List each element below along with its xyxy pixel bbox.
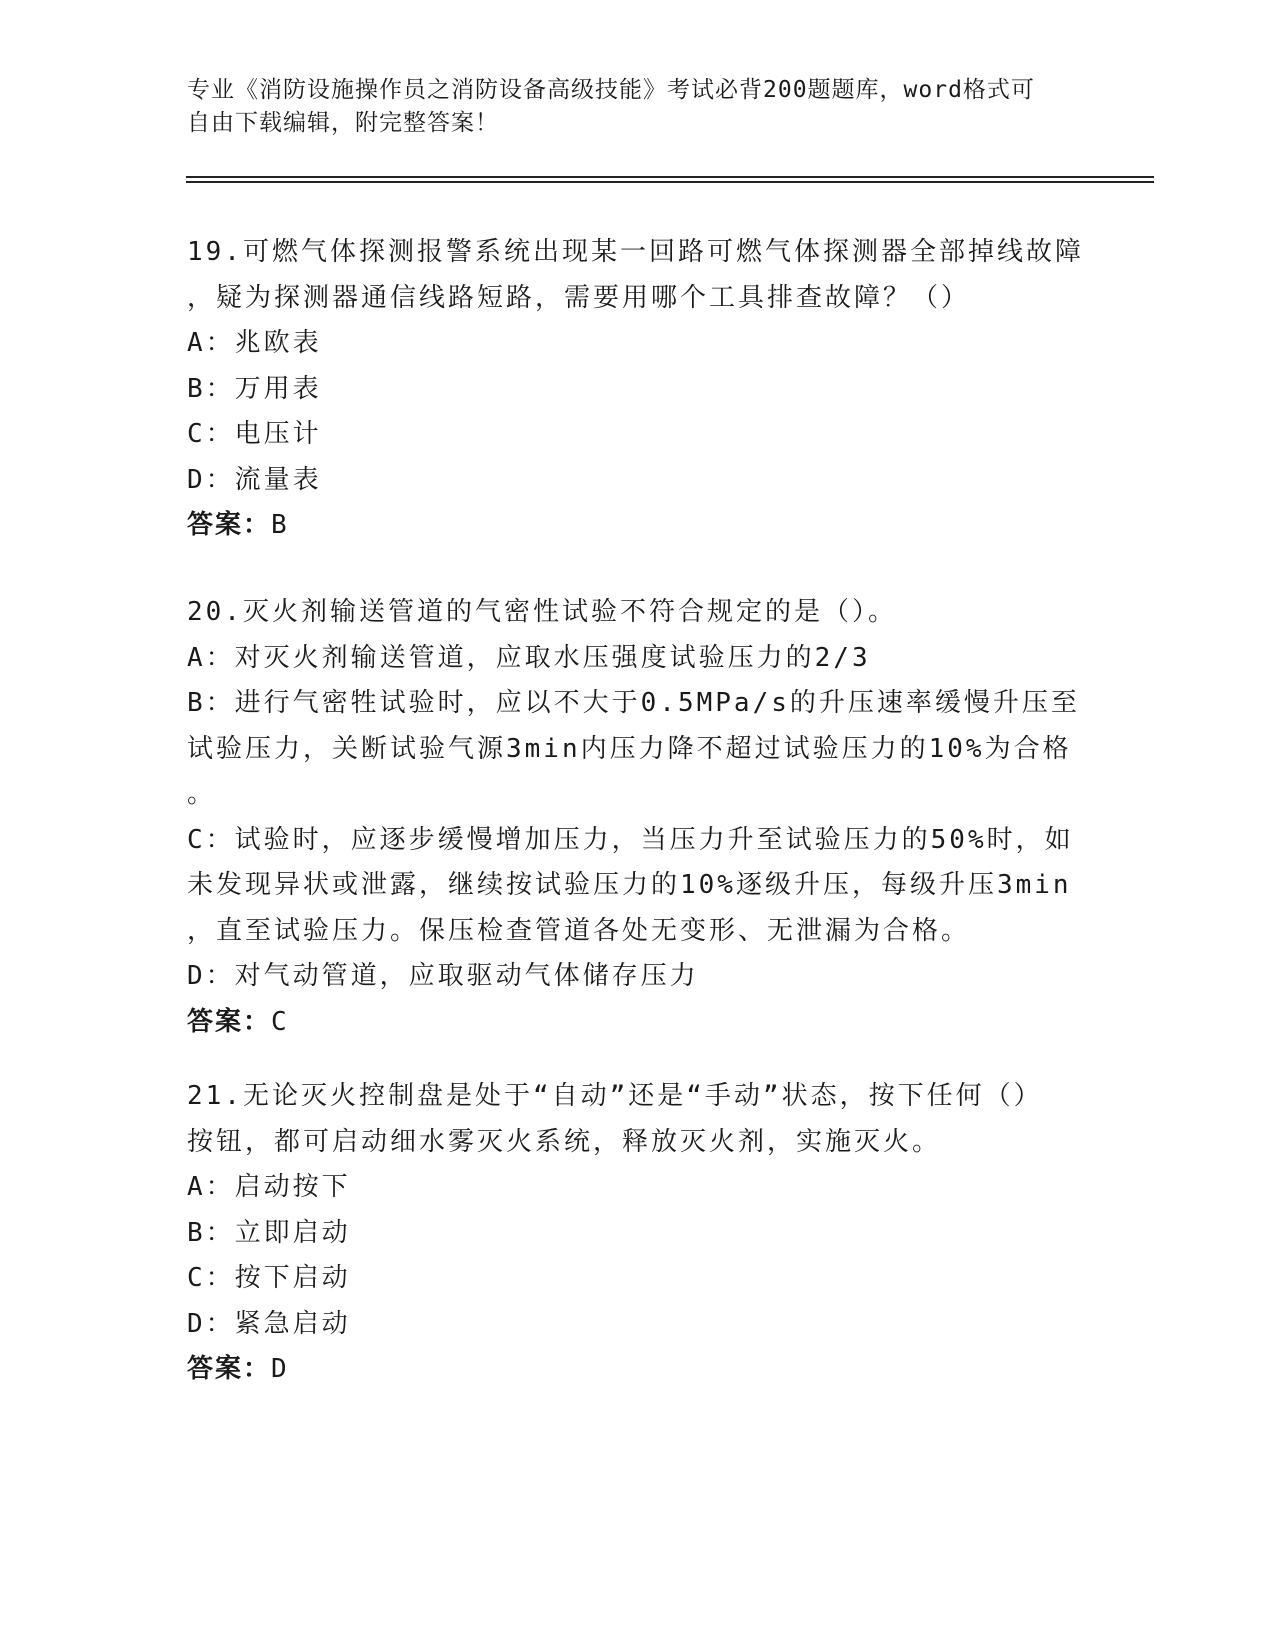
header-divider-bottom	[186, 181, 1154, 183]
question-19-answer-value: B	[271, 510, 289, 540]
question-20-option-d: D：对气动管道，应取驱动气体储存压力	[187, 961, 699, 991]
question-20-option-c-line-1: C：试验时，应逐步缓慢增加压力，当压力升至试验压力的50%时，如	[187, 824, 1074, 855]
question-19-answer	[187, 503, 1067, 549]
question-19-stem-line-1: 19.可燃气体探测报警系统出现某一回路可燃气体探测器全部掉线故障	[187, 237, 1084, 267]
document-header	[187, 74, 1067, 140]
question-21-stem-line-2: 按钮，都可启动细水雾灭火系统，释放灭火剂，实施灭火。	[187, 1126, 942, 1157]
question-19-option-a: A：兆欧表	[187, 328, 322, 358]
question-19	[187, 230, 1084, 549]
question-20-option-b-line-1: B：进行气密牲试验时，应以不大于0.5MPa/s的升压速率缓慢升压至	[187, 688, 1080, 718]
question-20-option-a: A：对灭火剂输送管道，应取水压强度试验压力的2/3	[187, 642, 871, 673]
header-line-2: 自由下载编辑，附完整答案！	[187, 110, 499, 136]
question-19-stem-line-2: ，疑为探测器通信线路短路，需要用哪个工具排查故障？（）	[187, 282, 971, 313]
header-divider-top	[186, 176, 1154, 178]
question-21-option-b: B：立即启动	[187, 1217, 351, 1248]
question-21	[187, 1074, 1067, 1393]
question-19-option-c: C：电压计	[187, 419, 322, 449]
question-21-option-c: C：按下启动	[187, 1263, 351, 1293]
question-20-answer-label: 答案：	[187, 1006, 272, 1037]
question-21-answer	[187, 1347, 1067, 1393]
question-21-option-a: A：启动按下	[187, 1172, 351, 1202]
question-20-option-c-line-3: ，直至试验压力。保压检查管道各处无变形、无泄漏为合格。	[187, 915, 971, 946]
question-20-answer	[187, 1000, 1067, 1046]
question-21-answer-value: D	[271, 1354, 289, 1384]
question-20-option-b-line-2: 试验压力，关断试验气源3min内压力降不超过试验压力的10%为合格	[187, 733, 1072, 764]
question-19-option-d: D：流量表	[187, 464, 322, 495]
question-20-stem: 20.灭火剂输送管道的气密性试验不符合规定的是（）。	[187, 597, 897, 627]
question-19-option-b: B：万用表	[187, 373, 322, 404]
question-19-answer-label: 答案：	[187, 510, 272, 540]
question-21-stem-line-1: 21.无论灭火控制盘是处于“自动”还是“手动”状态，按下任何（）	[187, 1081, 1043, 1111]
question-20-option-b-line-3: 。	[187, 779, 217, 809]
question-20-option-c-line-2: 未发现异状或泄露，继续按试验压力的10%逐级升压，每级升压3min	[187, 870, 1072, 900]
question-20	[187, 590, 1080, 1045]
question-21-option-d: D：紧急启动	[187, 1308, 351, 1339]
header-line-1: 专业《消防设施操作员之消防设备高级技能》考试必背200题题库，word格式可	[187, 77, 1035, 103]
question-20-answer-value: C	[271, 1006, 289, 1037]
question-21-answer-label: 答案：	[187, 1354, 272, 1384]
